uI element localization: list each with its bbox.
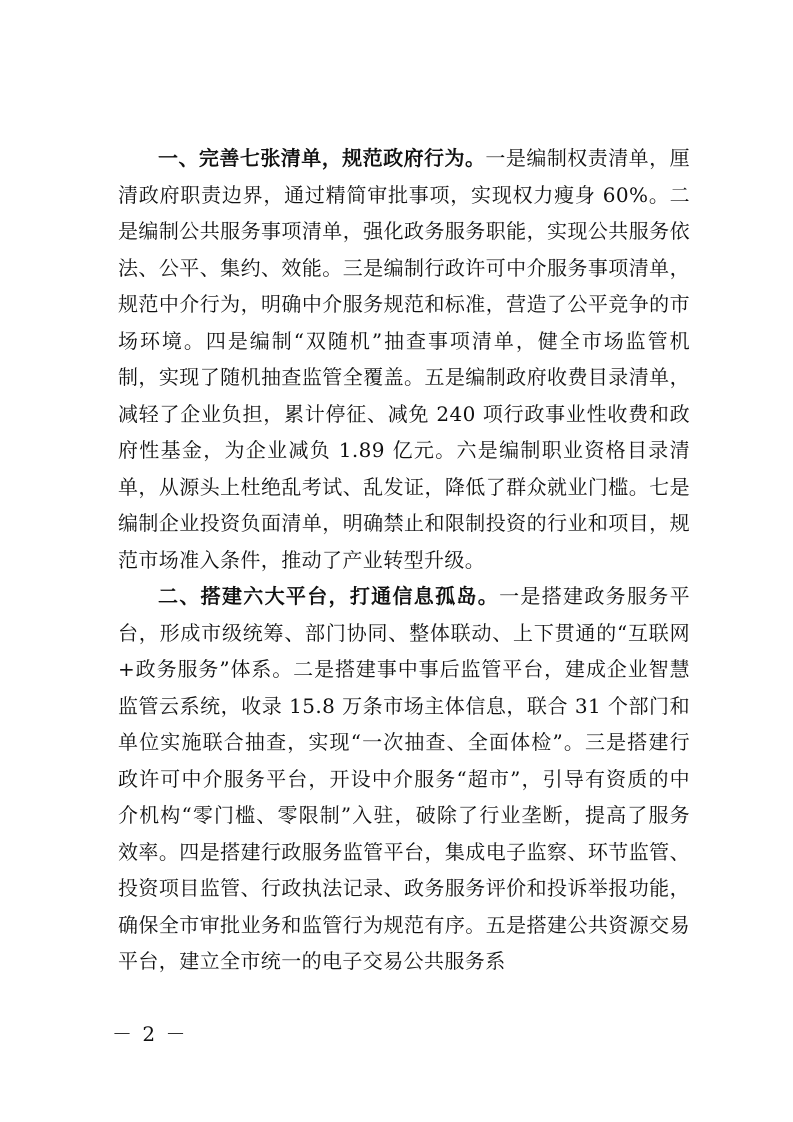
paragraph-1	[118, 140, 690, 578]
paragraph-1-body: 一是编制权责清单，厘清政府职责边界，通过精简审批事项，实现权力瘦身 60%。二是编制公共服务事项清单，强化政务服务职能，实现公共服务依法、公平、集约、效能。三是编制行政许可中介服务事项清单，规范中介行为，明确中介服务规范和标准，营造了公平竞争的市场环境。四是编制“双随机”抽查事项清单，健全市场监管机制，实现了随机抽查监管全覆盖。五是编制政府收费目录清单，减轻了企业负担，累计停征、减免 240 项行政事业性收费和政府性基金，为企业减负 1.89 亿元。六是编制职业资格目录清单，从源头上杜绝乱考试、乱发证，降低了群众就业门槛。七是编制企业投资负面清单，明确禁止和限制投资的行业和项目，规范市场准入条件，推动了产业转型升级。	[118, 146, 690, 572]
page-number: － 2 －	[112, 1022, 188, 1046]
paragraph-1-heading: 一、完善七张清单，规范政府行为。	[158, 146, 486, 170]
paragraph-2-body: 一是搭建政务服务平台，形成市级统筹、部门协同、整体联动、上下贯通的“互联网+政务服务”体系。二是搭建事中事后监管平台，建成企业智慧监管云系统，收录 15.8 万条市场主体信息，联合 31 个部门和单位实施联合抽查，实现“一次抽查、全面体检”。三是搭建行政许可中介服务平台，开设中介服务“超市”，引导有资质的中介机构“零门槛、零限制”入驻，破除了行业垄断，提高了服务效率。四是搭建行政服务监管平台，集成电子监察、环节监管、投资项目监管、行政执法记录、政务服务评价和投诉举报功能，确保全市审批业务和监管行为规范有序。五是搭建公共资源交易平台，建立全市统一的电子交易公共服务系	[118, 584, 690, 973]
paragraph-2	[118, 578, 690, 980]
document-body	[118, 140, 690, 980]
paragraph-2-heading: 二、搭建六大平台，打通信息孤岛。	[158, 584, 500, 608]
